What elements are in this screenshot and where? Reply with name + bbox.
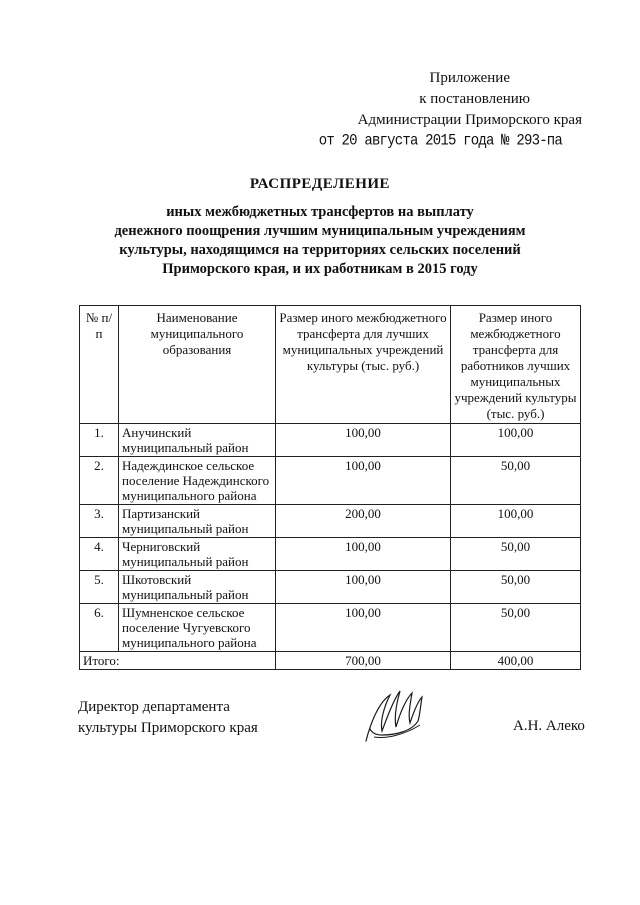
row-name: Шкотовский муниципальный район [119, 571, 276, 604]
table-total-row [80, 652, 581, 670]
row-num: 1. [80, 424, 119, 457]
total-value-a: 700,00 [276, 652, 451, 670]
row-name: Надеждинское сельское поселение Надеждинского муниципального района [119, 457, 276, 505]
title-line-1: иных межбюджетных трансфертов на выплату [166, 204, 474, 220]
row-value-b: 50,00 [451, 538, 581, 571]
header-name: Наименование муниципального образования [119, 306, 276, 424]
title-main: РАСПРЕДЕЛЕНИЕ [249, 176, 391, 192]
row-value-b: 100,00 [451, 505, 581, 538]
row-num: 3. [80, 505, 119, 538]
total-label: Итого: [80, 652, 276, 670]
signatory-position-line-2: культуры Приморского края [78, 720, 258, 736]
row-name: Черниговский муниципальный район [119, 538, 276, 571]
row-value-b: 50,00 [451, 457, 581, 505]
header-col-b: Размер иного межбюджетного трансферта для работников лучших муниципальных учреждений культуры (тыс. руб.) [451, 306, 581, 424]
signatory-name: А.Н. Алеко [513, 718, 585, 734]
appendix-label: Приложение [429, 70, 510, 86]
table-header-row [80, 306, 581, 424]
handwritten-signature [360, 685, 432, 749]
row-name: Шумненское сельское поселение Чугуевского муниципального района [119, 604, 276, 652]
table-row [80, 604, 581, 652]
table-row [80, 457, 581, 505]
row-value-a: 100,00 [276, 538, 451, 571]
row-name: Анучинский муниципальный район [119, 424, 276, 457]
row-value-a: 100,00 [276, 424, 451, 457]
total-value-b: 400,00 [451, 652, 581, 670]
row-value-b: 100,00 [451, 424, 581, 457]
row-value-a: 100,00 [276, 571, 451, 604]
table-row [80, 505, 581, 538]
signatory-position [78, 697, 258, 739]
appendix-header [319, 68, 582, 152]
header-col-a: Размер иного межбюджетного трансферта для лучших муниципальных учреждений культуры (тыс. руб.) [276, 306, 451, 424]
document-title [0, 176, 640, 279]
header-num: № п/п [80, 306, 119, 424]
table-row [80, 424, 581, 457]
table-row [80, 571, 581, 604]
table-row [80, 538, 581, 571]
row-value-b: 50,00 [451, 571, 581, 604]
row-value-a: 100,00 [276, 604, 451, 652]
appendix-decree-ref: к постановлению [419, 91, 530, 107]
row-value-b: 50,00 [451, 604, 581, 652]
title-line-4: Приморского края, и их работникам в 2015 году [162, 261, 478, 277]
title-line-3: культуры, находящимся на территориях сельских поселений [119, 242, 521, 258]
row-num: 4. [80, 538, 119, 571]
row-value-a: 200,00 [276, 505, 451, 538]
row-name: Партизанский муниципальный район [119, 505, 276, 538]
row-num: 5. [80, 571, 119, 604]
row-value-a: 100,00 [276, 457, 451, 505]
appendix-date-number: от 20 августа 2015 года № 293-па [318, 131, 562, 151]
row-num: 6. [80, 604, 119, 652]
signatory-position-line-1: Директор департамента [78, 699, 230, 715]
distribution-table [79, 305, 581, 670]
row-num: 2. [80, 457, 119, 505]
appendix-authority: Администрации Приморского края [357, 112, 582, 128]
title-line-2: денежного поощрения лучшим муниципальным учреждениям [114, 223, 526, 239]
